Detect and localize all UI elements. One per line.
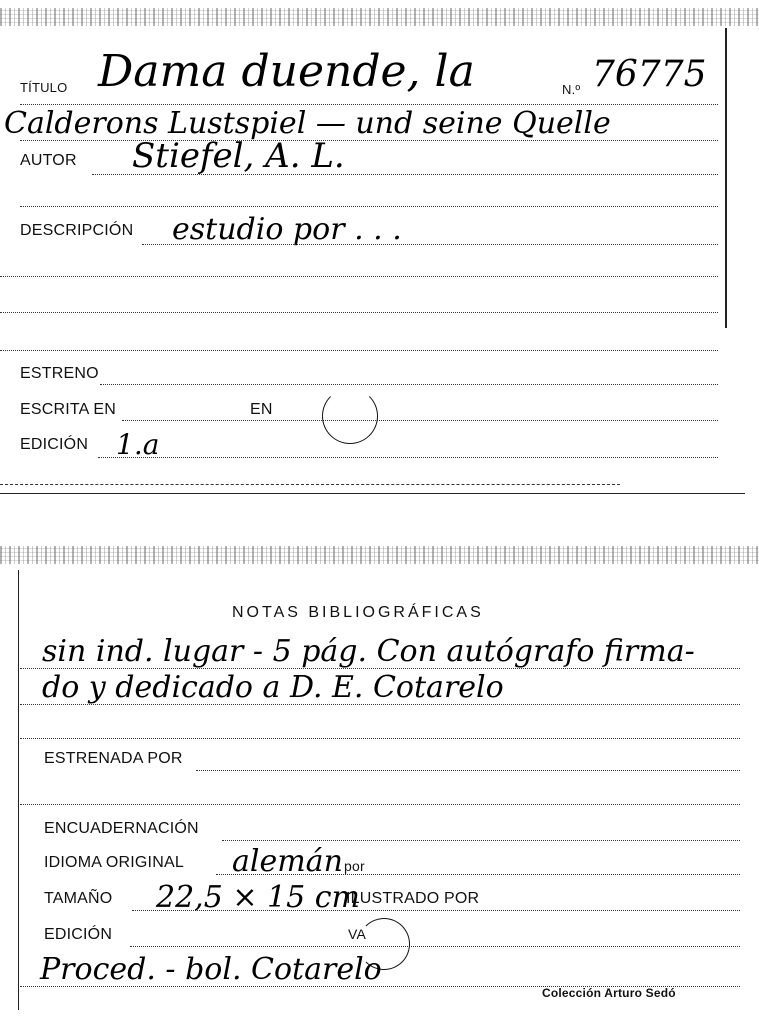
titulo-line bbox=[20, 104, 718, 105]
encuadernacion-label: ENCUADERNACIÓN bbox=[44, 820, 199, 837]
edicion-line bbox=[98, 457, 718, 458]
encuadernacion-line bbox=[222, 840, 740, 841]
edicion-label: EDICIÓN bbox=[20, 436, 89, 453]
blank-line-1 bbox=[20, 206, 718, 207]
card-separator bbox=[0, 493, 745, 494]
titulo-line2-rule bbox=[20, 140, 718, 141]
blank-line-4 bbox=[0, 350, 718, 351]
idioma-label: IDIOMA ORIGINAL bbox=[44, 854, 184, 871]
blank-line-2 bbox=[0, 276, 718, 277]
coleccion-label: Colección Arturo Sedó bbox=[542, 986, 676, 1000]
stamp-circle bbox=[322, 388, 378, 444]
scan-noise-bottom bbox=[0, 546, 759, 564]
notas-rule-2 bbox=[20, 704, 740, 705]
descripcion-line bbox=[142, 244, 718, 245]
scan-noise-top bbox=[0, 8, 759, 26]
edicion-label-back: EDICIÓN bbox=[44, 926, 113, 943]
catalog-card-front bbox=[0, 0, 759, 494]
autor-label: AUTOR bbox=[20, 152, 77, 169]
idioma-line bbox=[216, 874, 740, 875]
estreno-line bbox=[100, 384, 718, 385]
descripcion-value: estudio por . . . bbox=[172, 212, 402, 247]
en-label: EN bbox=[250, 401, 273, 418]
numero-value: 76775 bbox=[592, 54, 707, 95]
notas-line1: sin ind. lugar - 5 pág. Con autógrafo firma- bbox=[42, 634, 695, 669]
notas-rule-3 bbox=[20, 738, 740, 739]
catalog-card-back bbox=[0, 540, 759, 1028]
edicion-value: 1.a bbox=[116, 428, 160, 461]
card-bottom-edge bbox=[0, 484, 620, 485]
card-left-edge bbox=[18, 570, 19, 1010]
escrita-line bbox=[122, 420, 718, 421]
titulo-value: Dama duende, la bbox=[98, 46, 475, 97]
ilustrado-label: ILUSTRADO POR bbox=[346, 890, 480, 907]
va-label: VA bbox=[348, 926, 367, 942]
card-right-edge bbox=[725, 28, 727, 328]
tamano-line bbox=[132, 910, 740, 911]
edicion-line-back bbox=[130, 946, 740, 947]
notas-title: NOTAS BIBLIOGRÁFICAS bbox=[232, 604, 484, 621]
tamano-label: TAMAÑO bbox=[44, 890, 113, 907]
idioma-value: alemán bbox=[232, 844, 343, 879]
titulo-label: TÍTULO bbox=[20, 80, 68, 95]
proced-value: Proced. - bol. Cotarelo bbox=[40, 952, 382, 987]
blank-line-3 bbox=[0, 312, 718, 313]
autor-line bbox=[92, 174, 718, 175]
blank-rule bbox=[20, 804, 740, 805]
por-label: por bbox=[344, 858, 365, 874]
descripcion-label: DESCRIPCIÓN bbox=[20, 222, 134, 239]
notas-line2: do y dedicado a D. E. Cotarelo bbox=[42, 670, 504, 705]
notas-rule-1 bbox=[20, 668, 740, 669]
autor-value: Stiefel, A. L. bbox=[132, 136, 345, 176]
escrita-label: ESCRITA EN bbox=[20, 401, 116, 418]
numero-label: N.º bbox=[562, 82, 581, 97]
titulo-line2: Calderons Lustspiel — und seine Quelle bbox=[4, 106, 611, 141]
estrenada-label: ESTRENADA POR bbox=[44, 750, 183, 767]
estreno-label: ESTRENO bbox=[20, 365, 99, 382]
estrenada-line bbox=[196, 770, 740, 771]
tamano-value: 22,5 × 15 cm bbox=[156, 880, 360, 915]
